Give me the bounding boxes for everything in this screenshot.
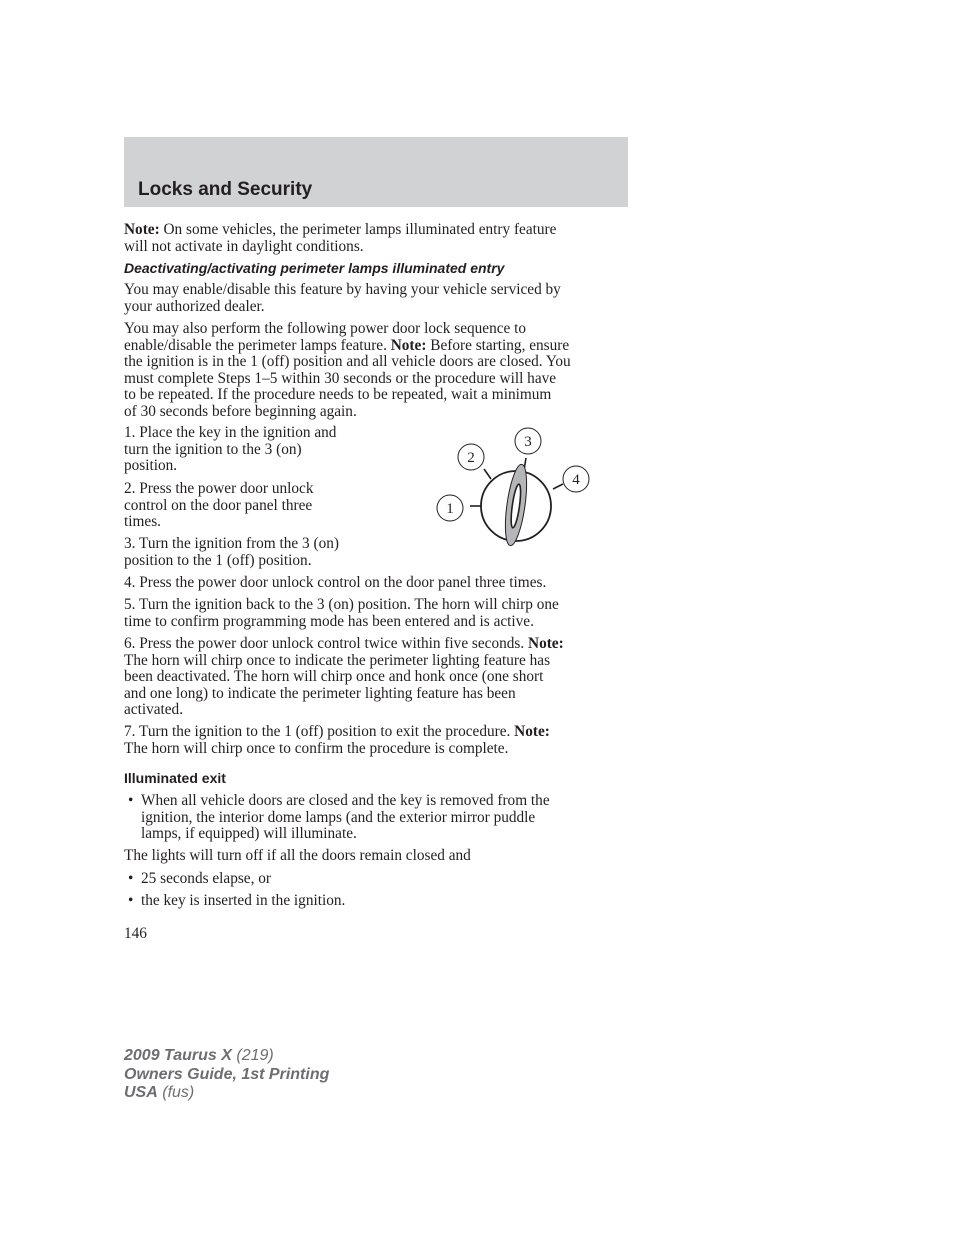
text-line: the ignition is in the 1 (off) position and all vehicle doors are closed. You: [124, 353, 571, 370]
bullet-marker: •: [128, 870, 134, 887]
position-tick-4: [553, 484, 563, 489]
bullet-text: [141, 793, 550, 843]
text-line: to be repeated. If the procedure needs to be repeated, wait a minimum: [124, 386, 552, 403]
text-line: position.: [124, 457, 178, 474]
text-line: 1. Place the key in the ignition and: [124, 424, 337, 441]
paragraph-dealer: [124, 282, 628, 315]
text-line: activated.: [124, 701, 184, 718]
text-line: position to the 1 (off) position.: [124, 551, 312, 569]
footer-guide: Owners Guide, 1st Printing: [124, 1065, 330, 1083]
text-line: must complete Steps 1–5 within 30 seconds or the procedure will have: [124, 369, 557, 387]
position-label-1: 1: [446, 501, 454, 517]
text-line: turn the ignition to the 3 (on): [124, 440, 302, 458]
text-line: control on the door panel three: [124, 496, 313, 514]
page-number: [124, 926, 628, 943]
document-footer: [124, 1047, 329, 1103]
text-line: The horn will chirp once to confirm the procedure is complete.: [124, 739, 509, 757]
text-segment: 7. Turn the ignition to the 1 (off) position to exit the procedure.: [124, 723, 515, 740]
bullet-item-dome-lamps: [124, 793, 628, 843]
subheading-deactivating: Deactivating/activating perimeter lamps illuminated entry: [124, 260, 505, 276]
text-line: 25 seconds elapse, or: [141, 870, 271, 887]
section-header: [124, 137, 628, 207]
text-line: 4. Press the power door unlock control on the door panel three times.: [124, 574, 547, 591]
bullet-item-seconds: [124, 871, 628, 888]
text-line: 5. Turn the ignition back to the 3 (on) position. The horn will chirp one: [124, 596, 559, 613]
text-line: lamps, if equipped) will illuminate.: [141, 825, 357, 842]
text-line: been deactivated. The horn will chirp once and honk once (one short: [124, 668, 544, 685]
text-line: your authorized dealer.: [124, 297, 265, 315]
bullet-text: [141, 871, 271, 888]
step-4: [124, 575, 628, 592]
subheading-illuminated-exit: Illuminated exit: [124, 770, 226, 786]
text-line: time to confirm programming mode has been entered and is active.: [124, 612, 534, 630]
paragraph-sequence: [124, 321, 628, 420]
section-title: Locks and Security: [138, 179, 313, 200]
text-line: times.: [124, 513, 161, 530]
text-line: [124, 222, 628, 239]
text-line: [124, 338, 628, 355]
footer-model: 2009 Taurus X: [124, 1047, 232, 1064]
bullet-text: [141, 893, 345, 910]
paragraph-lights-off: [124, 848, 628, 865]
note-label: Note:: [390, 336, 427, 354]
text-segment: 6. Press the power door unlock control twice within five seconds.: [124, 635, 529, 652]
text-line: You may also perform the following power door lock sequence to: [124, 320, 527, 337]
step-6: [124, 636, 628, 719]
text-line: and one long) to indicate the perimeter lighting feature has been: [124, 684, 516, 702]
footer-region-code: (fus): [162, 1084, 195, 1101]
text-line: [124, 636, 628, 653]
footer-model-code: (219): [236, 1047, 274, 1064]
text-line: The lights will turn off if all the doors remain closed and: [124, 847, 471, 864]
text-line: [124, 724, 628, 741]
position-tick-2: [484, 469, 491, 479]
note-daylight: [124, 222, 628, 255]
text-line: The horn will chirp once to indicate the perimeter lighting feature has: [124, 651, 551, 669]
bullet-item-key-inserted: [124, 893, 628, 910]
position-label-2: 2: [467, 450, 475, 466]
note-label: Note:: [124, 221, 160, 238]
text-line: 2. Press the power door unlock: [124, 480, 314, 497]
text-line: You may enable/disable this feature by having your vehicle serviced by: [124, 281, 561, 298]
text-line: When all vehicle doors are closed and the key is removed from the: [141, 792, 550, 809]
step-2: [124, 481, 374, 531]
text-line: the key is inserted in the ignition.: [141, 892, 346, 909]
footer-region-line: [124, 1084, 329, 1103]
text-segment: Before starting, ensure: [426, 336, 570, 354]
text-line: ignition, the interior dome lamps (and the exterior mirror puddle: [141, 808, 536, 826]
note-label: Note:: [528, 635, 564, 652]
text-line: 3. Turn the ignition from the 3 (on): [124, 535, 340, 552]
ignition-diagram: [430, 420, 600, 555]
footer-region: USA: [124, 1084, 158, 1101]
bullet-marker: •: [128, 792, 134, 809]
text-line: of 30 seconds before beginning again.: [124, 402, 357, 420]
footer-guide-line: [124, 1066, 329, 1085]
step-7: [124, 724, 628, 757]
footer-model-line: [124, 1047, 329, 1066]
text-segment: On some vehicles, the perimeter lamps illuminated entry feature: [159, 221, 557, 238]
step-1: [124, 425, 374, 475]
text-line: will not activate in daylight conditions.: [124, 237, 364, 255]
text-segment: enable/disable the perimeter lamps feature.: [124, 336, 391, 354]
step-3: [124, 536, 374, 569]
note-label: Note:: [514, 723, 550, 740]
position-label-3: 3: [524, 434, 532, 450]
position-label-4: 4: [572, 472, 580, 488]
bullet-marker: •: [128, 892, 134, 909]
step-5: [124, 597, 628, 630]
page-number-text: 146: [124, 925, 147, 942]
